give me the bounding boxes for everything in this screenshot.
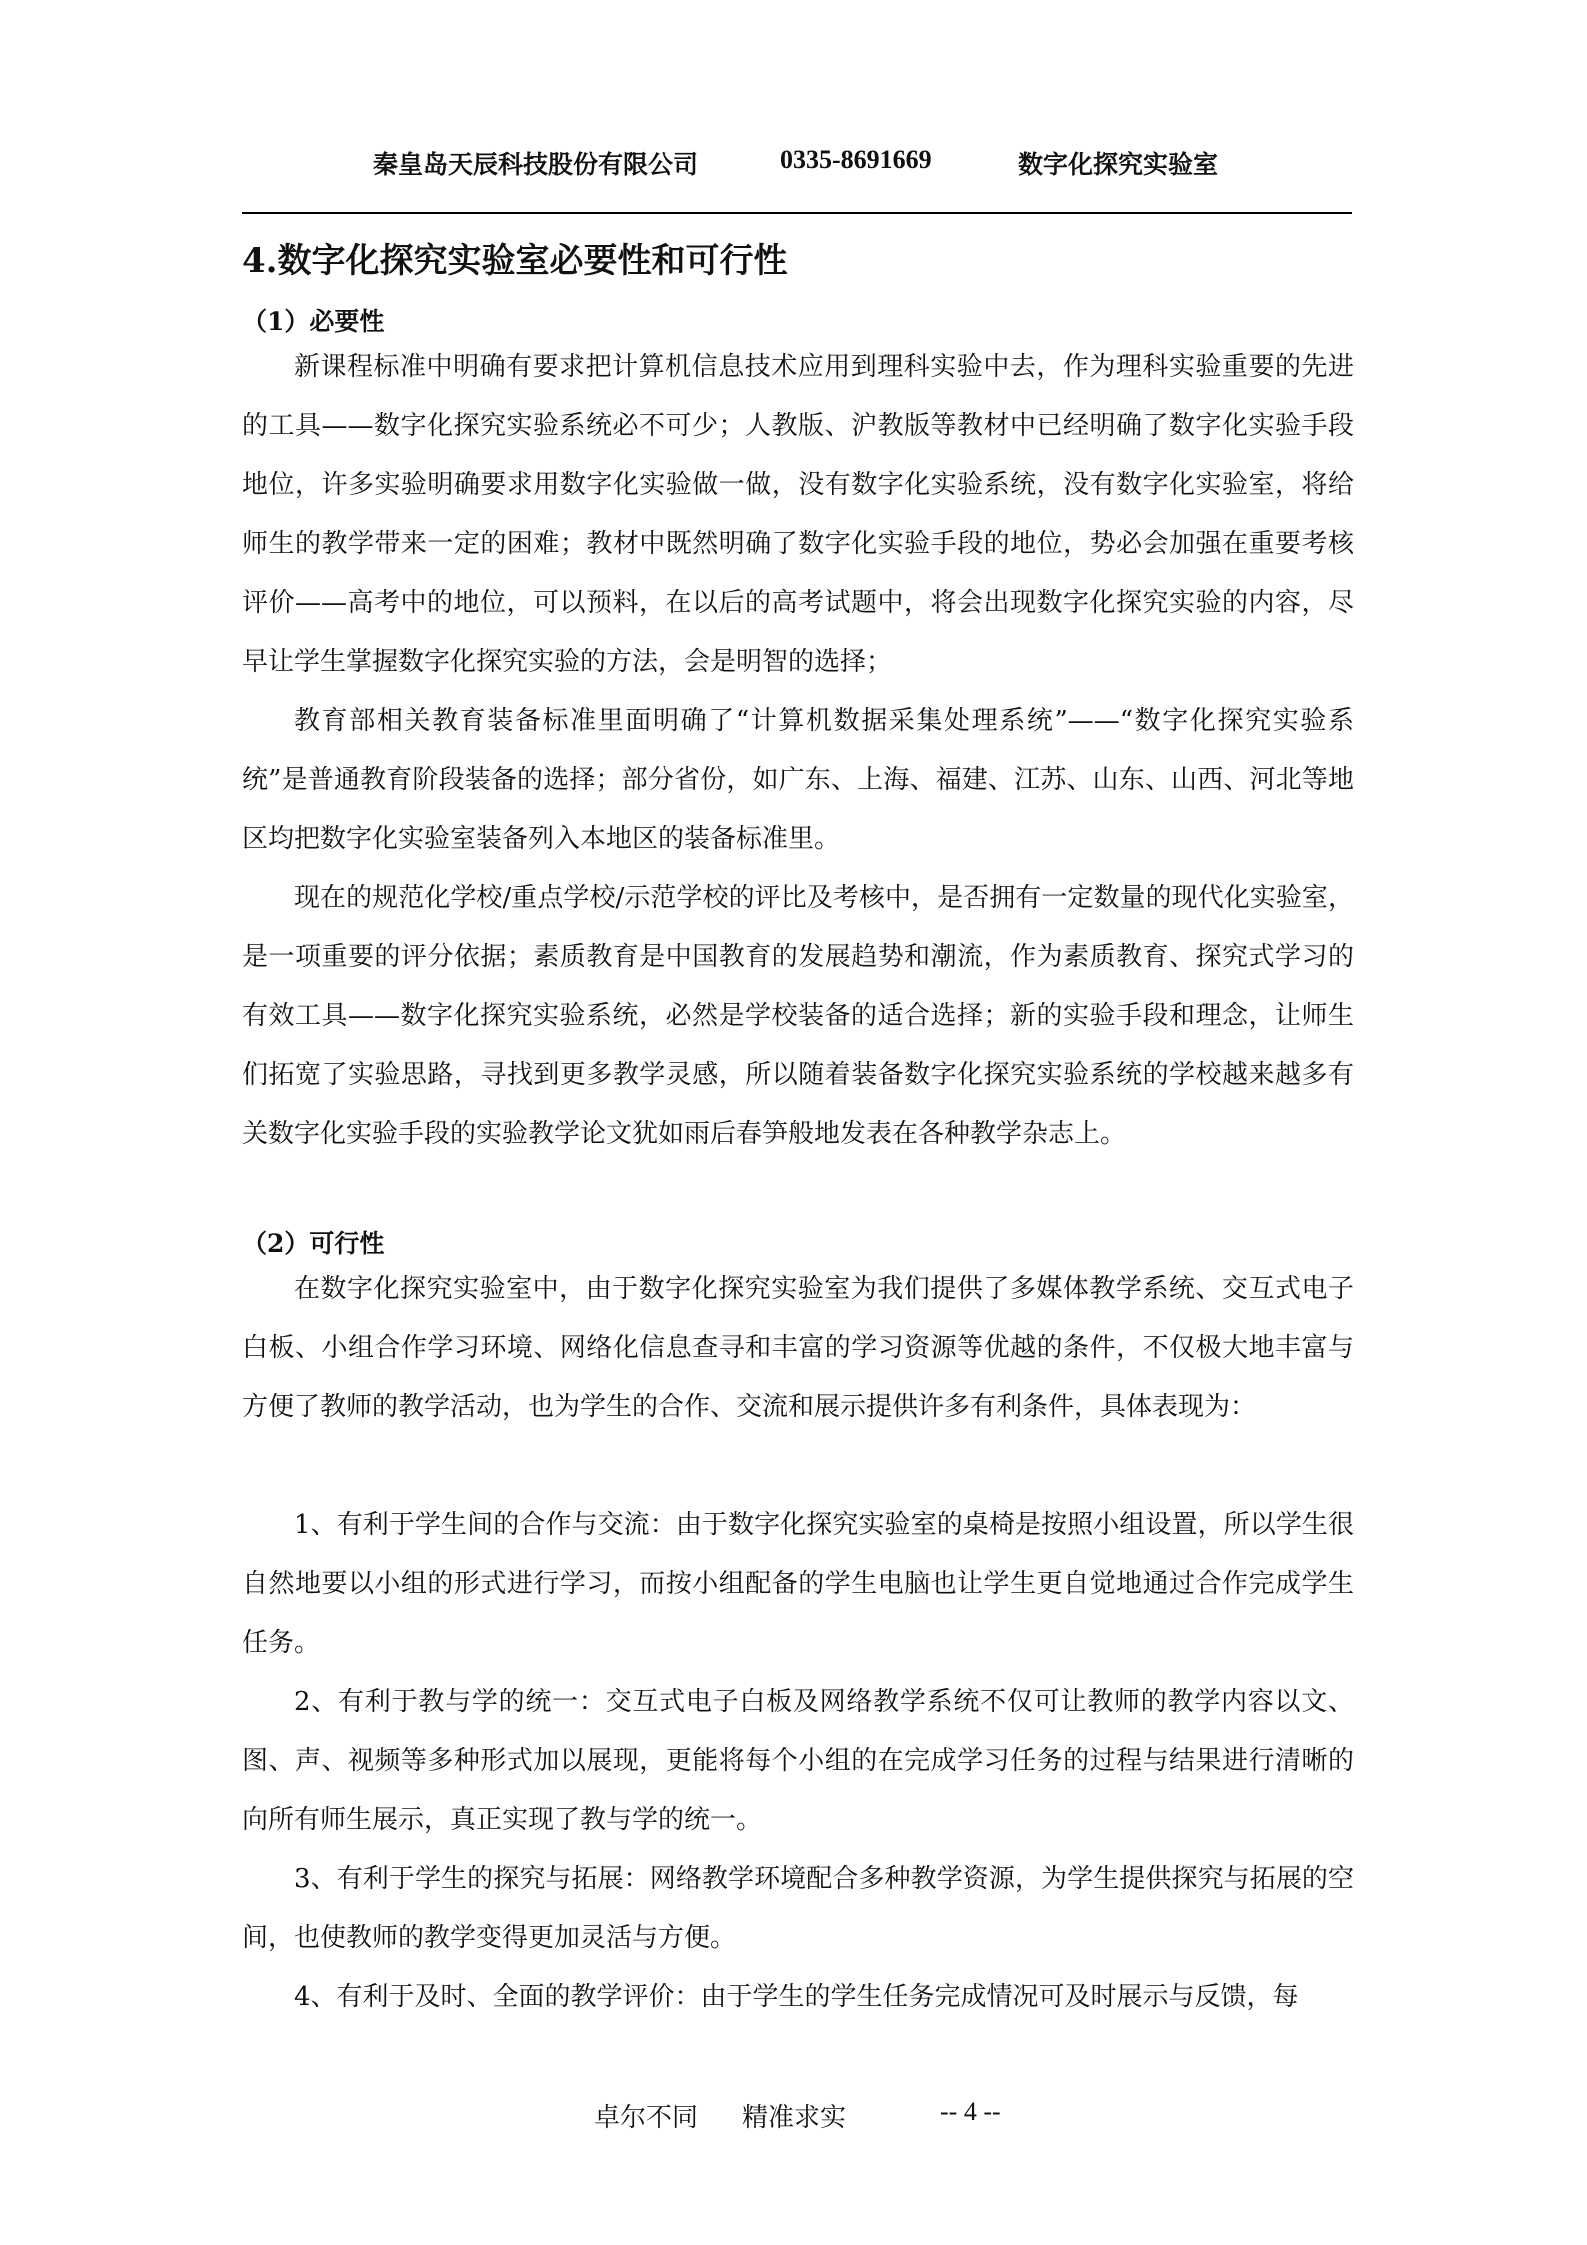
footer-motto-1: 卓尔不同 (594, 2103, 699, 2133)
page-number: -- 4 -- (940, 2097, 1001, 2126)
subheading-feasibility: （2）可行性 (242, 1229, 385, 1258)
header-divider (242, 212, 1352, 214)
subheading-necessity: （1）必要性 (242, 307, 385, 336)
header-company: 秦皇岛天辰科技股份有限公司 (373, 150, 699, 179)
section-title: 4.数字化探究实验室必要性和可行性 (242, 241, 788, 281)
header-lab-name: 数字化探究实验室 (1018, 150, 1219, 179)
paragraph: 新课程标准中明确有要求把计算机信息技术应用到理科实验中去，作为理科实验重要的先进的工具——数字化探究实验系统必不可少；人教版、沪教版等教材中已经明确了数字化实验手段地位，许多实验明确要求用数字化实验做一做，没有数字化实验系统，没有数字化实验室，将给师生的教学带来一定的困难；教材中既然明确了数字化实验手段的地位，势必会加强在重要考核评价——高考中的地位，可以预料，在以后的高考试题中，将会出现数字化探究实验的内容，尽早让学生掌握数字化探究实验的方法，会是明智的选择； (242, 352, 1354, 677)
list-item: 4、有利于及时、全面的教学评价：由于学生的学生任务完成情况可及时展示与反馈，每 (294, 1982, 1299, 2012)
list-item: 3、有利于学生的探究与拓展：网络教学环境配合多种教学资源，为学生提供探究与拓展的空间，也使教师的教学变得更加灵活与方便。 (242, 1864, 1354, 1953)
header-phone: 0335-8691669 (780, 145, 932, 174)
page-footer (0, 2097, 1587, 2131)
list-item: 1、有利于学生间的合作与交流：由于数字化探究实验室的桌椅是按照小组设置，所以学生很自然地要以小组的形式进行学习，而按小组配备的学生电脑也让学生更自觉地通过合作完成学生任务。 (242, 1510, 1354, 1658)
page-header (0, 145, 1587, 185)
list-item: 2、有利于教与学的统一：交互式电子白板及网络教学系统不仅可让教师的教学内容以文、图、声、视频等多种形式加以展现，更能将每个小组的在完成学习任务的过程与结果进行清晰的向所有师生展示，真正实现了教与学的统一。 (242, 1687, 1354, 1835)
paragraph: 现在的规范化学校/重点学校/示范学校的评比及考核中，是否拥有一定数量的现代化实验室，是一项重要的评分依据；素质教育是中国教育的发展趋势和潮流，作为素质教育、探究式学习的有效工具——数字化探究实验系统，必然是学校装备的适合选择；新的实验手段和理念，让师生们拓宽了实验思路，寻找到更多教学灵感，所以随着装备数字化探究实验系统的学校越来越多有关数字化实验手段的实验教学论文犹如雨后春笋般地发表在各种教学杂志上。 (242, 883, 1354, 1149)
footer-motto-2: 精准求实 (742, 2103, 847, 2133)
paragraph: 教育部相关教育装备标准里面明确了“计算机数据采集处理系统”——“数字化探究实验系统”是普通教育阶段装备的选择；部分省份，如广东、上海、福建、江苏、山东、山西、河北等地区均把数字化实验室装备列入本地区的装备标准里。 (242, 706, 1354, 854)
paragraph: 在数字化探究实验室中，由于数字化探究实验室为我们提供了多媒体教学系统、交互式电子白板、小组合作学习环境、网络化信息查寻和丰富的学习资源等优越的条件，不仅极大地丰富与方便了教师的教学活动，也为学生的合作、交流和展示提供许多有利条件，具体表现为： (242, 1274, 1354, 1422)
